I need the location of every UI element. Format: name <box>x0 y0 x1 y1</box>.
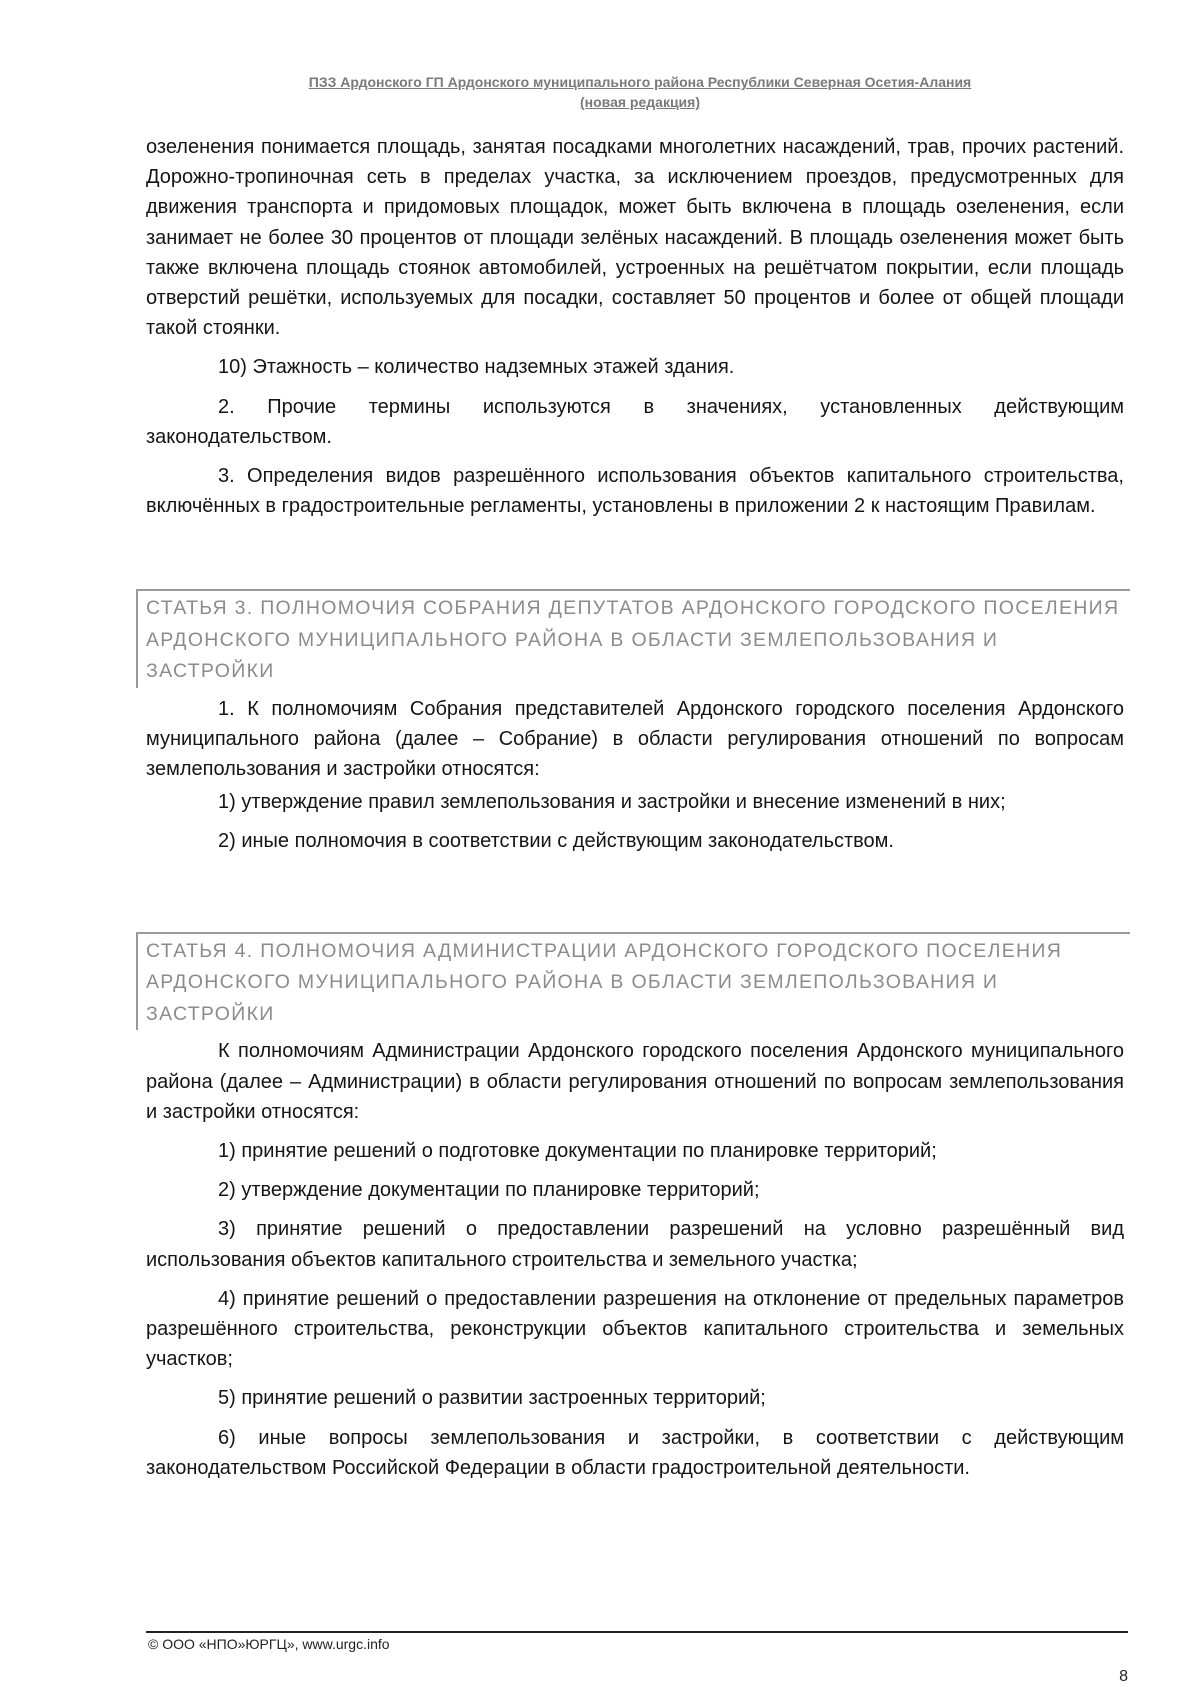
article-3-item: 2) иные полномочия в соответствии с действующим законодательством. <box>218 829 894 852</box>
paragraph-storeys-definition: 10) Этажность – количество надземных этажей здания. <box>218 356 735 379</box>
running-header <box>260 72 1020 112</box>
footer-copyright: © ООО «НПО»ЮРГЦ», www.urgc.info <box>148 1636 390 1652</box>
article-3-intro: 1. К полномочиям Собрания представителей Ардонского городского поселения Ардонского муниципального района (далее – Собрание) в области регулирования отношений по вопросам землепользования и застройки относятся: <box>146 697 1124 781</box>
document-body <box>146 132 1124 1483</box>
footer-divider <box>146 1631 1128 1633</box>
page-number: 8 <box>1119 1668 1128 1685</box>
article-4-item: 5) принятие решений о развитии застроенных территорий; <box>218 1387 766 1410</box>
article-4-item: 6) иные вопросы землепользования и застройки, в соответствии с действующим законодательством Российской Федерации в области градостроительной деятельности. <box>146 1426 1124 1479</box>
paragraph-permitted-use-definitions: 3. Определения видов разрешённого использования объектов капитального строительства, включённых в градостроительные регламенты, установлены в приложении 2 к настоящим Правилам. <box>146 465 1124 518</box>
paragraph-other-terms: 2. Прочие термины используются в значениях, установленных действующим законодательством. <box>146 395 1124 448</box>
article-3-item: 1) утверждение правил землепользования и застройки и внесение изменений в них; <box>218 790 1006 813</box>
article-4-item: 4) принятие решений о предоставлении разрешения на отклонение от предельных параметров разрешённого строительства, реконструкции объектов капитального строительства и земельных участков; <box>146 1287 1124 1371</box>
running-header-title: ПЗЗ Ардонского ГП Ардонского муниципального района Республики Северная Осетия-Алания <box>308 74 972 90</box>
article-3-heading: СТАТЬЯ 3. ПОЛНОМОЧИЯ СОБРАНИЯ ДЕПУТАТОВ АРДОНСКОГО ГОРОДСКОГО ПОСЕЛЕНИЯ АРДОНСКОГО МУНИЦИПАЛЬНОГО РАЙОНА В ОБЛАСТИ ЗЕМЛЕПОЛЬЗОВАНИЯ И ЗАСТРОЙКИ <box>136 589 1130 688</box>
article-4-item: 3) принятие решений о предоставлении разрешений на условно разрешённый вид использования объектов капитального строительства и земельного участка; <box>146 1218 1124 1271</box>
article-4-item: 1) принятие решений о подготовке документации по планировке территорий; <box>218 1140 937 1163</box>
article-4-intro: К полномочиям Администрации Ардонского городского поселения Ардонского муниципального района (далее – Администрации) в области регулирования отношений по вопросам землепользования и застройки относятся: <box>146 1040 1124 1123</box>
article-4-item: 2) утверждение документации по планировке территорий; <box>218 1179 760 1202</box>
paragraph-greening-definition: озеленения понимается площадь, занятая посадками многолетних насаждений, трав, прочих растений. Дорожно-тропиночная сеть в пределах участка, за исключением проездов, предусмотренных для движения транспорта и придомовых площадок, может быть включена в площадь озеленения, если занимает не более 30 процентов от площади зелёных насаждений. В площадь озеленения может быть также включена площадь стоянок автомобилей, устроенных на решётчатом покрытии, если площадь отверстий решётки, используемых для посадки, составляет 50 процентов и более от общей площади такой стоянки. <box>146 136 1124 340</box>
article-4-heading: СТАТЬЯ 4. ПОЛНОМОЧИЯ АДМИНИСТРАЦИИ АРДОНСКОГО ГОРОДСКОГО ПОСЕЛЕНИЯ АРДОНСКОГО МУНИЦИПАЛЬНОГО РАЙОНА В ОБЛАСТИ ЗЕМЛЕПОЛЬЗОВАНИЯ И ЗАСТРОЙКИ <box>136 932 1130 1031</box>
running-header-edition: (новая редакция) <box>580 94 700 110</box>
